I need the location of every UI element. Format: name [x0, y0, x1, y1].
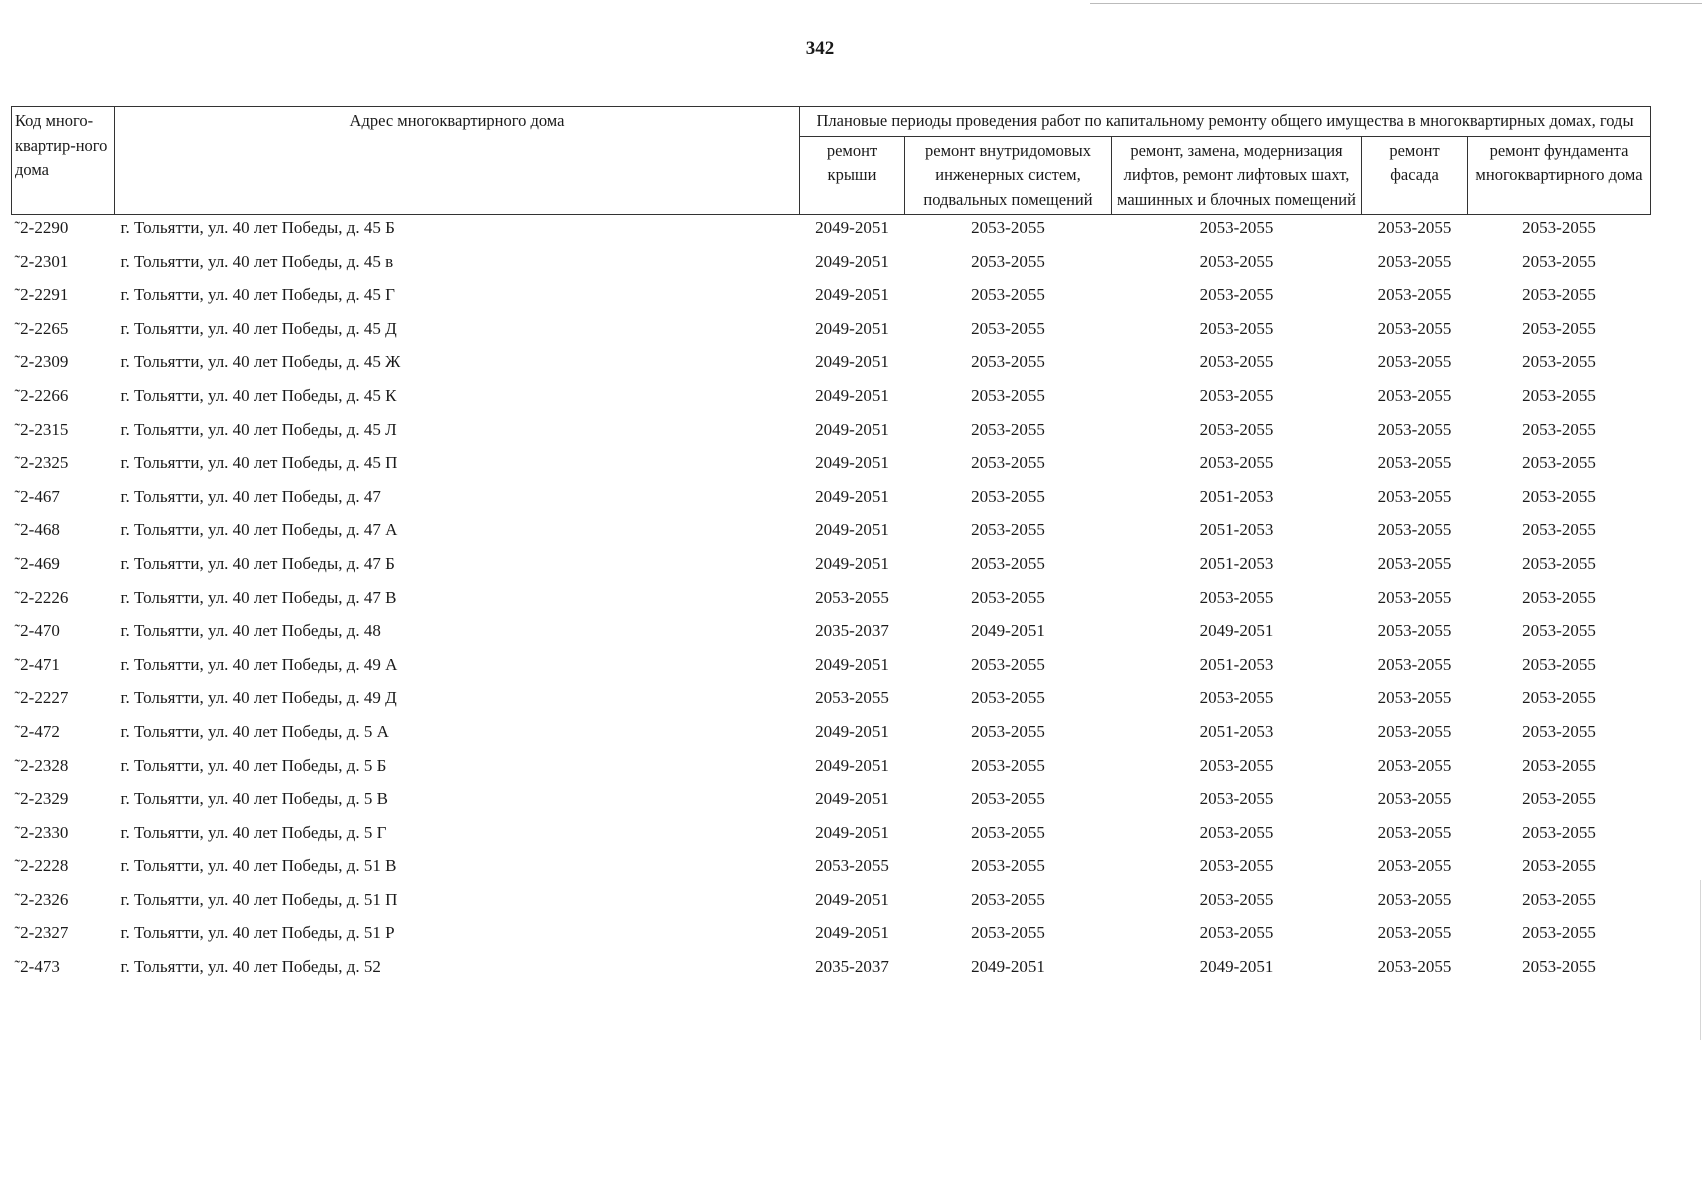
cell-facade: 2053-2055	[1377, 587, 1452, 607]
cell-elevators: 2051-2053	[1199, 654, 1274, 674]
cell-code: ˜2-2330	[14, 822, 69, 842]
cell-engineering: 2053-2055	[971, 352, 1045, 372]
cell-facade: 2053-2055	[1377, 352, 1452, 372]
cell-address: г. Тольятти, ул. 40 лет Победы, д. 51 В	[120, 856, 397, 876]
table-row	[12, 585, 1651, 619]
cell-address: г. Тольятти, ул. 40 лет Победы, д. 45 Л	[120, 419, 397, 439]
table-row	[12, 551, 1651, 585]
cell-engineering: 2053-2055	[971, 889, 1045, 909]
cell-code: ˜2-471	[14, 654, 60, 674]
cell-roof: 2049-2051	[815, 419, 889, 439]
cell-code: ˜2-2301	[14, 251, 69, 271]
cell-roof: 2049-2051	[815, 889, 889, 909]
cell-roof: 2053-2055	[815, 587, 889, 607]
cell-foundation: 2053-2055	[1522, 721, 1596, 741]
table-row	[12, 753, 1651, 787]
cell-facade: 2053-2055	[1377, 251, 1452, 271]
cell-engineering: 2053-2055	[971, 923, 1045, 943]
cell-engineering: 2053-2055	[971, 856, 1045, 876]
table-row	[12, 618, 1651, 652]
cell-elevators: 2053-2055	[1199, 587, 1274, 607]
cell-facade: 2053-2055	[1377, 654, 1452, 674]
cell-foundation: 2053-2055	[1522, 251, 1596, 271]
cell-facade: 2053-2055	[1377, 957, 1452, 977]
cell-elevators: 2053-2055	[1199, 889, 1274, 909]
cell-foundation: 2053-2055	[1522, 218, 1596, 237]
cell-engineering: 2053-2055	[971, 251, 1045, 271]
cell-address: г. Тольятти, ул. 40 лет Победы, д. 5 Г	[120, 822, 387, 842]
header-foundation: ремонт фундамента многоквартирного дома	[1468, 136, 1651, 215]
cell-code: ˜2-2328	[14, 755, 69, 775]
table-row	[12, 249, 1651, 283]
cell-elevators: 2053-2055	[1199, 923, 1274, 943]
cell-engineering: 2053-2055	[971, 789, 1045, 809]
table-row	[12, 215, 1651, 249]
cell-foundation: 2053-2055	[1522, 688, 1596, 708]
cell-roof: 2053-2055	[815, 856, 889, 876]
cell-roof: 2053-2055	[815, 688, 889, 708]
cell-code: ˜2-2227	[14, 688, 69, 708]
cell-address: г. Тольятти, ул. 40 лет Победы, д. 45 Г	[120, 285, 395, 305]
cell-address: г. Тольятти, ул. 40 лет Победы, д. 5 А	[120, 721, 389, 741]
cell-facade: 2053-2055	[1377, 285, 1452, 305]
cell-code: ˜2-2266	[14, 385, 69, 405]
header-roof: ремонт крыши	[800, 136, 905, 215]
cell-foundation: 2053-2055	[1522, 654, 1596, 674]
cell-address: г. Тольятти, ул. 40 лет Победы, д. 51 Р	[120, 923, 395, 943]
cell-foundation: 2053-2055	[1522, 352, 1596, 372]
cell-code: ˜2-2228	[14, 856, 69, 876]
table-row	[12, 484, 1651, 518]
cell-facade: 2053-2055	[1377, 822, 1452, 842]
cell-engineering: 2053-2055	[971, 285, 1045, 305]
cell-facade: 2053-2055	[1377, 486, 1452, 506]
cell-engineering: 2053-2055	[971, 688, 1045, 708]
cell-elevators: 2053-2055	[1199, 688, 1274, 708]
cell-foundation: 2053-2055	[1522, 822, 1596, 842]
table-row	[12, 920, 1651, 954]
capital-repair-table	[11, 106, 1651, 988]
header-elevators: ремонт, замена, модернизация лифтов, ремонт лифтовых шахт, машинных и блочных помещений	[1112, 136, 1362, 215]
cell-elevators: 2053-2055	[1199, 251, 1274, 271]
cell-roof: 2049-2051	[815, 755, 889, 775]
cell-engineering: 2053-2055	[971, 755, 1045, 775]
cell-elevators: 2053-2055	[1199, 285, 1274, 305]
cell-code: ˜2-467	[14, 486, 60, 506]
cell-roof: 2049-2051	[815, 285, 889, 305]
cell-elevators: 2053-2055	[1199, 789, 1274, 809]
cell-roof: 2049-2051	[815, 486, 889, 506]
cell-roof: 2049-2051	[815, 453, 889, 473]
cell-engineering: 2053-2055	[971, 453, 1045, 473]
cell-code: ˜2-2290	[14, 218, 69, 237]
cell-facade: 2053-2055	[1377, 385, 1452, 405]
cell-address: г. Тольятти, ул. 40 лет Победы, д. 47 А	[120, 520, 398, 540]
cell-foundation: 2053-2055	[1522, 553, 1596, 573]
cell-elevators: 2053-2055	[1199, 856, 1274, 876]
cell-engineering: 2053-2055	[971, 486, 1045, 506]
cell-address: г. Тольятти, ул. 40 лет Победы, д. 5 Б	[120, 755, 387, 775]
cell-facade: 2053-2055	[1377, 453, 1452, 473]
cell-roof: 2049-2051	[815, 251, 889, 271]
header-facade: ремонт фасада	[1362, 136, 1468, 215]
cell-address: г. Тольятти, ул. 40 лет Победы, д. 5 В	[120, 789, 388, 809]
table-row	[12, 652, 1651, 686]
cell-elevators: 2053-2055	[1199, 318, 1274, 338]
cell-code: ˜2-472	[14, 721, 60, 741]
cell-address: г. Тольятти, ул. 40 лет Победы, д. 48	[120, 621, 381, 641]
table-row	[12, 517, 1651, 551]
cell-foundation: 2053-2055	[1522, 755, 1596, 775]
cell-address: г. Тольятти, ул. 40 лет Победы, д. 45 Б	[120, 218, 395, 237]
cell-code: ˜2-2291	[14, 285, 69, 305]
cell-roof: 2049-2051	[815, 520, 889, 540]
table-row	[12, 383, 1651, 417]
table-row	[12, 820, 1651, 854]
cell-address: г. Тольятти, ул. 40 лет Победы, д. 45 П	[120, 453, 398, 473]
cell-engineering: 2053-2055	[971, 385, 1045, 405]
cell-foundation: 2053-2055	[1522, 856, 1596, 876]
cell-facade: 2053-2055	[1377, 621, 1452, 641]
cell-address: г. Тольятти, ул. 40 лет Победы, д. 45 Ж	[120, 352, 401, 372]
cell-code: ˜2-469	[14, 553, 60, 573]
cell-facade: 2053-2055	[1377, 520, 1452, 540]
cell-address: г. Тольятти, ул. 40 лет Победы, д. 47	[120, 486, 381, 506]
cell-engineering: 2053-2055	[971, 553, 1045, 573]
table-row	[12, 450, 1651, 484]
cell-facade: 2053-2055	[1377, 553, 1452, 573]
cell-code: ˜2-2329	[14, 789, 69, 809]
cell-address: г. Тольятти, ул. 40 лет Победы, д. 51 П	[120, 889, 398, 909]
cell-facade: 2053-2055	[1377, 318, 1452, 338]
cell-engineering: 2053-2055	[971, 419, 1045, 439]
cell-address: г. Тольятти, ул. 40 лет Победы, д. 49 Д	[120, 688, 397, 708]
cell-elevators: 2053-2055	[1199, 419, 1274, 439]
table-row	[12, 349, 1651, 383]
cell-foundation: 2053-2055	[1522, 621, 1596, 641]
cell-roof: 2049-2051	[815, 553, 889, 573]
table-row	[12, 887, 1651, 921]
cell-address: г. Тольятти, ул. 40 лет Победы, д. 47 Б	[120, 553, 395, 573]
cell-elevators: 2053-2055	[1199, 218, 1274, 237]
cell-foundation: 2053-2055	[1522, 520, 1596, 540]
cell-roof: 2049-2051	[815, 923, 889, 943]
scan-artifact-line	[1090, 3, 1702, 4]
cell-code: ˜2-2265	[14, 318, 69, 338]
cell-engineering: 2053-2055	[971, 721, 1045, 741]
cell-engineering: 2049-2051	[971, 957, 1045, 977]
header-engineering: ремонт внутридомовых инженерных систем, подвальных помещений	[905, 136, 1112, 215]
cell-address: г. Тольятти, ул. 40 лет Победы, д. 49 А	[120, 654, 398, 674]
cell-elevators: 2051-2053	[1199, 520, 1274, 540]
cell-roof: 2049-2051	[815, 385, 889, 405]
cell-engineering: 2049-2051	[971, 621, 1045, 641]
cell-facade: 2053-2055	[1377, 789, 1452, 809]
cell-elevators: 2051-2053	[1199, 721, 1274, 741]
cell-address: г. Тольятти, ул. 40 лет Победы, д. 52	[120, 957, 381, 977]
cell-facade: 2053-2055	[1377, 218, 1452, 237]
cell-facade: 2053-2055	[1377, 721, 1452, 741]
table-row	[12, 316, 1651, 350]
header-address: Адрес многоквартирного дома	[115, 107, 800, 215]
cell-facade: 2053-2055	[1377, 755, 1452, 775]
cell-elevators: 2053-2055	[1199, 385, 1274, 405]
cell-elevators: 2051-2053	[1199, 486, 1274, 506]
cell-code: ˜2-2326	[14, 889, 69, 909]
cell-code: ˜2-2315	[14, 419, 69, 439]
cell-roof: 2049-2051	[815, 789, 889, 809]
cell-roof: 2049-2051	[815, 318, 889, 338]
cell-facade: 2053-2055	[1377, 856, 1452, 876]
cell-code: ˜2-2327	[14, 923, 69, 943]
cell-code: ˜2-468	[14, 520, 60, 540]
cell-code: ˜2-2226	[14, 587, 69, 607]
cell-facade: 2053-2055	[1377, 889, 1452, 909]
cell-code: ˜2-470	[14, 621, 60, 641]
cell-engineering: 2053-2055	[971, 822, 1045, 842]
cell-roof: 2035-2037	[815, 957, 889, 977]
cell-foundation: 2053-2055	[1522, 385, 1596, 405]
cell-foundation: 2053-2055	[1522, 587, 1596, 607]
header-periods-group: Плановые периоды проведения работ по капитальному ремонту общего имущества в многоквартирных домах, годы	[800, 107, 1651, 137]
table-row	[12, 853, 1651, 887]
table-row	[12, 954, 1651, 988]
cell-engineering: 2053-2055	[971, 520, 1045, 540]
cell-engineering: 2053-2055	[971, 654, 1045, 674]
cell-elevators: 2049-2051	[1199, 957, 1274, 977]
cell-roof: 2049-2051	[815, 721, 889, 741]
cell-foundation: 2053-2055	[1522, 453, 1596, 473]
cell-facade: 2053-2055	[1377, 419, 1452, 439]
cell-code: ˜2-2309	[14, 352, 69, 372]
cell-engineering: 2053-2055	[971, 587, 1045, 607]
table-row	[12, 719, 1651, 753]
cell-facade: 2053-2055	[1377, 923, 1452, 943]
cell-elevators: 2053-2055	[1199, 822, 1274, 842]
cell-foundation: 2053-2055	[1522, 285, 1596, 305]
cell-elevators: 2049-2051	[1199, 621, 1274, 641]
cell-foundation: 2053-2055	[1522, 318, 1596, 338]
table-row	[12, 786, 1651, 820]
cell-foundation: 2053-2055	[1522, 957, 1596, 977]
cell-foundation: 2053-2055	[1522, 889, 1596, 909]
cell-address: г. Тольятти, ул. 40 лет Победы, д. 45 Д	[120, 318, 397, 338]
page-number: 342	[805, 38, 835, 59]
cell-address: г. Тольятти, ул. 40 лет Победы, д. 45 в	[120, 251, 394, 271]
header-code: Код много-квартир-ного дома	[12, 107, 115, 215]
table-row	[12, 685, 1651, 719]
cell-elevators: 2053-2055	[1199, 755, 1274, 775]
cell-facade: 2053-2055	[1377, 688, 1452, 708]
cell-engineering: 2053-2055	[971, 218, 1045, 237]
table-row	[12, 417, 1651, 451]
cell-code: ˜2-473	[14, 957, 60, 977]
table-body	[12, 215, 1651, 988]
cell-foundation: 2053-2055	[1522, 923, 1596, 943]
cell-roof: 2049-2051	[815, 352, 889, 372]
cell-roof: 2049-2051	[815, 822, 889, 842]
cell-elevators: 2053-2055	[1199, 352, 1274, 372]
cell-engineering: 2053-2055	[971, 318, 1045, 338]
cell-elevators: 2053-2055	[1199, 453, 1274, 473]
cell-foundation: 2053-2055	[1522, 419, 1596, 439]
cell-foundation: 2053-2055	[1522, 789, 1596, 809]
cell-roof: 2049-2051	[815, 218, 889, 237]
cell-roof: 2035-2037	[815, 621, 889, 641]
cell-code: ˜2-2325	[14, 453, 69, 473]
cell-address: г. Тольятти, ул. 40 лет Победы, д. 45 К	[120, 385, 397, 405]
cell-roof: 2049-2051	[815, 654, 889, 674]
cell-foundation: 2053-2055	[1522, 486, 1596, 506]
scan-artifact-line	[1700, 880, 1701, 1040]
cell-elevators: 2051-2053	[1199, 553, 1274, 573]
table-row	[12, 282, 1651, 316]
cell-address: г. Тольятти, ул. 40 лет Победы, д. 47 В	[120, 587, 397, 607]
